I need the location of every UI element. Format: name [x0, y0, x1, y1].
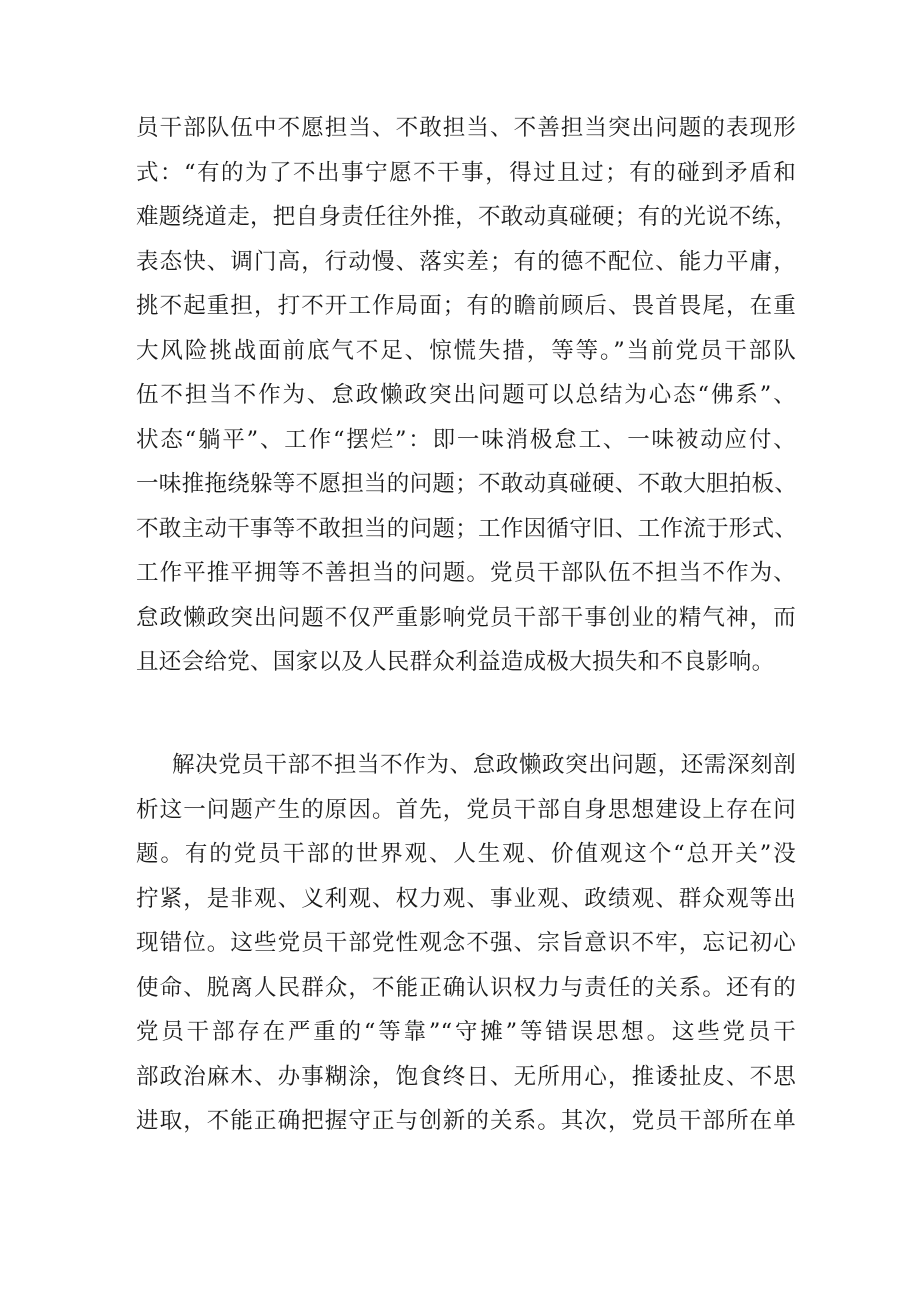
paragraph-1 — [136, 106, 796, 685]
text-line: 且还会给党、国家以及人民群众利益造成极大损失和不良影响。 — [136, 649, 775, 675]
text-line: 题。有的党员干部的世界观、人生观、价值观这个“总开关”没 — [136, 841, 796, 867]
text-line: 进取，不能正确把握守正与创新的关系。其次，党员干部所在单 — [136, 1108, 796, 1134]
text-line: 式：“有的为了不出事宁愿不干事，得过且过；有的碰到矛盾和 — [136, 159, 796, 186]
text-line: 一味推拖绕躲等不愿担当的问题；不敢动真碰硬、不敢大胆拍板、 — [136, 471, 798, 497]
text-line: 工作平推平拥等不善担当的问题。党员干部队伍不担当不作为、 — [136, 560, 796, 586]
paragraph-2 — [136, 743, 796, 1144]
text-line: 大风险挑战面前底气不足、惊慌失措，等等。”当前党员干部队 — [136, 337, 796, 364]
text-line: 伍不担当不作为、怠政懒政突出问题可以总结为心态“佛系”、 — [136, 382, 796, 408]
text-line: 员干部队伍中不愿担当、不敢担当、不善担当突出问题的表现形 — [136, 115, 796, 141]
text-line: 解决党员干部不担当不作为、怠政懒政突出问题，还需深刻剖 — [172, 752, 796, 778]
text-line: 不敢主动干事等不敢担当的问题；工作因循守旧、工作流于形式、 — [136, 515, 798, 542]
text-line: 怠政懒政突出问题不仅严重影响党员干部干事创业的精气神，而 — [136, 604, 796, 631]
text-line: 现错位。这些党员干部党性观念不强、宗旨意识不牢，忘记初心 — [136, 930, 796, 956]
text-line: 状态“躺平”、工作“摆烂”：即一味消极怠工、一味被动应付、 — [136, 426, 796, 453]
text-line: 拧紧，是非观、义利观、权力观、事业观、政绩观、群众观等出 — [136, 885, 796, 912]
text-line: 析这一问题产生的原因。首先，党员干部自身思想建设上存在问 — [136, 796, 796, 823]
text-line: 挑不起重担，打不开工作局面；有的瞻前顾后、畏首畏尾，在重 — [136, 293, 796, 319]
text-line: 难题绕道走，把自身责任往外推，不敢动真碰硬；有的光说不练， — [136, 204, 798, 230]
text-line: 党员干部存在严重的“等靠”“守摊”等错误思想。这些党员干 — [136, 1019, 796, 1045]
text-line: 使命、脱离人民群众，不能正确认识权力与责任的关系。还有的 — [136, 974, 796, 1001]
text-line: 表态快、调门高，行动慢、落实差；有的德不配位、能力平庸， — [136, 248, 796, 275]
text-line: 部政治麻木、办事糊涂，饱食终日、无所用心，推诿扯皮、不思 — [136, 1063, 796, 1090]
